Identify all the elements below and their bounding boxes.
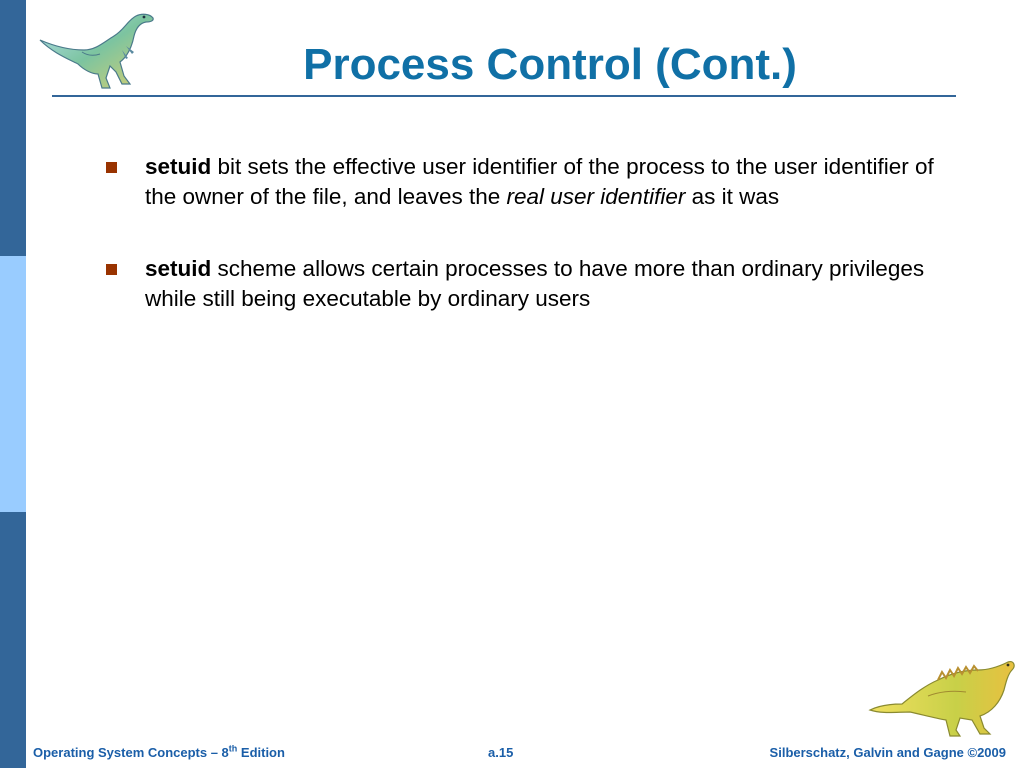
bullet-text: scheme allows certain processes to have more than ordinary privileges while still being executable by ordinary users [145,256,925,311]
bullet-item [106,152,936,212]
square-bullet-icon [106,162,117,173]
slide-title: Process Control (Cont.) [303,40,797,89]
footer-book-title-suffix: Edition [237,745,285,760]
bullet-term: setuid [145,256,212,281]
bullet-text: bit sets the effective user identifier of the process to the user identifier of the owner of the file, and leaves the [145,154,934,209]
dinosaur-icon [36,6,158,96]
footer-superscript: th [228,743,238,754]
square-bullet-icon [106,264,117,275]
bullet-list [106,152,936,356]
footer-authors: Silberschatz, Galvin and Gagne ©2009 [769,745,1006,760]
sidebar-stripe-top [0,0,26,256]
sidebar-stripe-bottom [0,512,26,768]
footer-book-title-text: Operating System Concepts – 8 [33,745,229,760]
sidebar-stripe-middle [0,256,26,512]
title-divider [52,95,956,97]
bullet-text-end: as it was [685,184,780,209]
footer-book-title [33,744,285,762]
dinosaur-icon [868,656,1018,738]
slide-number: a.15 [488,745,514,760]
bullet-italic-text: real user identifier [506,184,686,209]
bullet-item [106,254,936,314]
bullet-term: setuid [145,154,212,179]
